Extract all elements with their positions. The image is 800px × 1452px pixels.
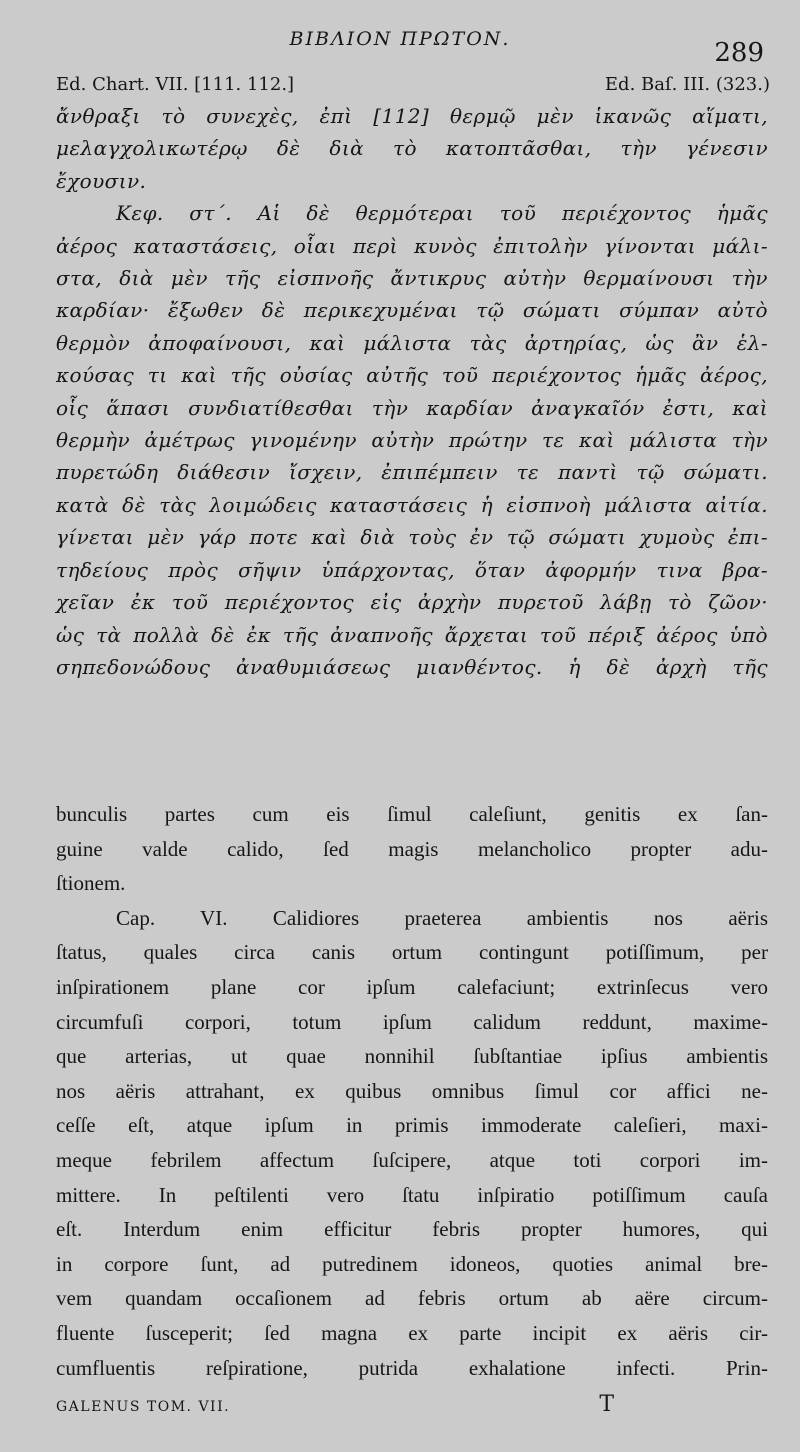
latin-line: fluente ſusceperit; ſed magna ex parte incipit ex aëris cir- [56, 1320, 768, 1345]
greek-line: καρδίαν· ἔξωθεν δὲ περικεχυμέναι τῷ σώματι σύμπαν αὐτὸ [56, 298, 768, 323]
edition-reference-left: Ed. Chart. VII. [111. 112.] [56, 74, 295, 95]
greek-line: γίνεται μὲν γάρ ποτε καὶ διὰ τοὺς ἐν τῷ σώματι χυμοὺς ἐπι- [56, 525, 768, 550]
latin-text-block [56, 797, 768, 1385]
latin-line: inſpirationem plane cor ipſum calefaciunt; extrinſecus vero [56, 974, 768, 999]
greek-line: μελαγχολικωτέρῳ δὲ διὰ τὸ κατοπτᾶσθαι, τὴν γένεσιν [56, 136, 768, 161]
latin-line: circumfuſi corpori, totum ipſum calidum reddunt, maxime- [56, 1009, 768, 1034]
greek-line: κατὰ δὲ τὰς λοιμώδεις καταστάσεις ἡ εἰσπνοὴ μάλιστα αἰτία. [56, 492, 768, 517]
greek-line: στα, διὰ μὲν τῆς εἰσπνοῆς ἄντικρυς αὐτὴν θερμαίνουσι τὴν [56, 266, 768, 291]
latin-line: in corpore ſunt, ad putredinem idoneos, quoties animal bre- [56, 1251, 768, 1276]
latin-line: que arterias, ut quae nonnihil ſubſtantiae ipſius ambientis [56, 1044, 768, 1069]
greek-text-block [56, 100, 768, 683]
greek-line: Κεφ. στ΄. Αἱ δὲ θερμότεραι τοῦ περιέχοντος ἡμᾶς [116, 201, 768, 226]
latin-line: mittere. In peſtilenti vero ſtatu inſpiratio potiſſimum cauſa [56, 1182, 768, 1207]
running-title: ΒΙΒΛΙΟΝ ΠΡΩΤΟΝ. [289, 28, 511, 50]
latin-line: Cap. VI. Calidiores praeterea ambientis nos aëris [116, 905, 768, 930]
latin-line: bunculis partes cum eis ſimul caleſiunt, genitis ex ſan- [56, 802, 768, 826]
signature-mark-left: GALENUS TOM. VII. [56, 1399, 231, 1415]
latin-line: ſtatus, quales circa canis ortum contingunt potiſſimum, per [56, 940, 768, 965]
latin-line: nos aëris attrahant, ex quibus omnibus ſimul cor affici ne- [56, 1078, 768, 1103]
edition-reference-line [56, 74, 770, 95]
greek-line: οἷς ἅπασι συνδιατίθεσθαι τὴν καρδίαν ἀναγκαῖόν ἐστι, καὶ [56, 395, 768, 420]
latin-line: ſtionem. [56, 871, 126, 896]
latin-line: ceſſe eſt, atque ipſum in primis immoderate caleſieri, maxi- [56, 1113, 768, 1138]
greek-line: θερμὴν ἀμέτρως γινομένην αὐτὴν πρώτην τε καὶ μάλιστα τὴν [56, 428, 768, 453]
page-footer [56, 1392, 744, 1417]
edition-reference-right: Ed. Baſ. III. (323.) [604, 74, 770, 95]
latin-line: guine valde calido, ſed magis melancholico propter adu- [56, 836, 768, 861]
greek-line: ἄνθραξι τὸ συνεχὲς, ἐπὶ [112] θερμῷ μὲν ἱκανῶς αἵματι, [56, 104, 768, 128]
greek-line: κούσας τι καὶ τῆς οὐσίας αὐτῆς τοῦ περιέχοντος ἡμᾶς ἀέρος, [56, 363, 768, 388]
greek-line: πυρετώδη διάθεσιν ἴσχειν, ἐπιπέμπειν τε παντὶ τῷ σώματι. [56, 460, 768, 485]
greek-line: τηδείους πρὸς σῆψιν ὑπάρχοντας, ὅταν ἀφορμήν τινα βρα- [56, 557, 768, 582]
greek-line: χεῖαν ἐκ τοῦ περιέχοντος εἰς ἀρχὴν πυρετοῦ λάβῃ τὸ ζῶον· [56, 590, 768, 615]
greek-line: σηπεδονώδους ἀναθυμιάσεως μιανθέντος. ἡ δὲ ἀρχὴ τῆς [56, 654, 768, 679]
greek-line: ἀέρος καταστάσεις, οἷαι περὶ κυνὸς ἐπιτολὴν γίνονται μάλι- [56, 233, 768, 258]
signature-mark-right: T [599, 1392, 614, 1417]
latin-line: vem quandam occaſionem ad febris ortum ab aëre circum- [56, 1286, 768, 1311]
latin-line: cumfluentis reſpiratione, putrida exhalatione infecti. Prin- [56, 1355, 768, 1380]
greek-line: θερμὸν ἀποφαίνουσι, καὶ μάλιστα τὰς ἀρτηρίας, ὡς ἂν ἑλ- [56, 330, 768, 355]
page-number: 289 [714, 38, 764, 68]
greek-line: ὡς τὰ πολλὰ δὲ ἐκ τῆς ἀναπνοῆς ἄρχεται τοῦ πέριξ ἀέρος ὑπὸ [56, 622, 768, 647]
greek-line: ἔχουσιν. [56, 168, 147, 193]
latin-line: meque febrilem affectum ſuſcipere, atque toti corpori im- [56, 1147, 768, 1172]
latin-line: eſt. Interdum enim efficitur febris propter humores, qui [56, 1217, 768, 1242]
